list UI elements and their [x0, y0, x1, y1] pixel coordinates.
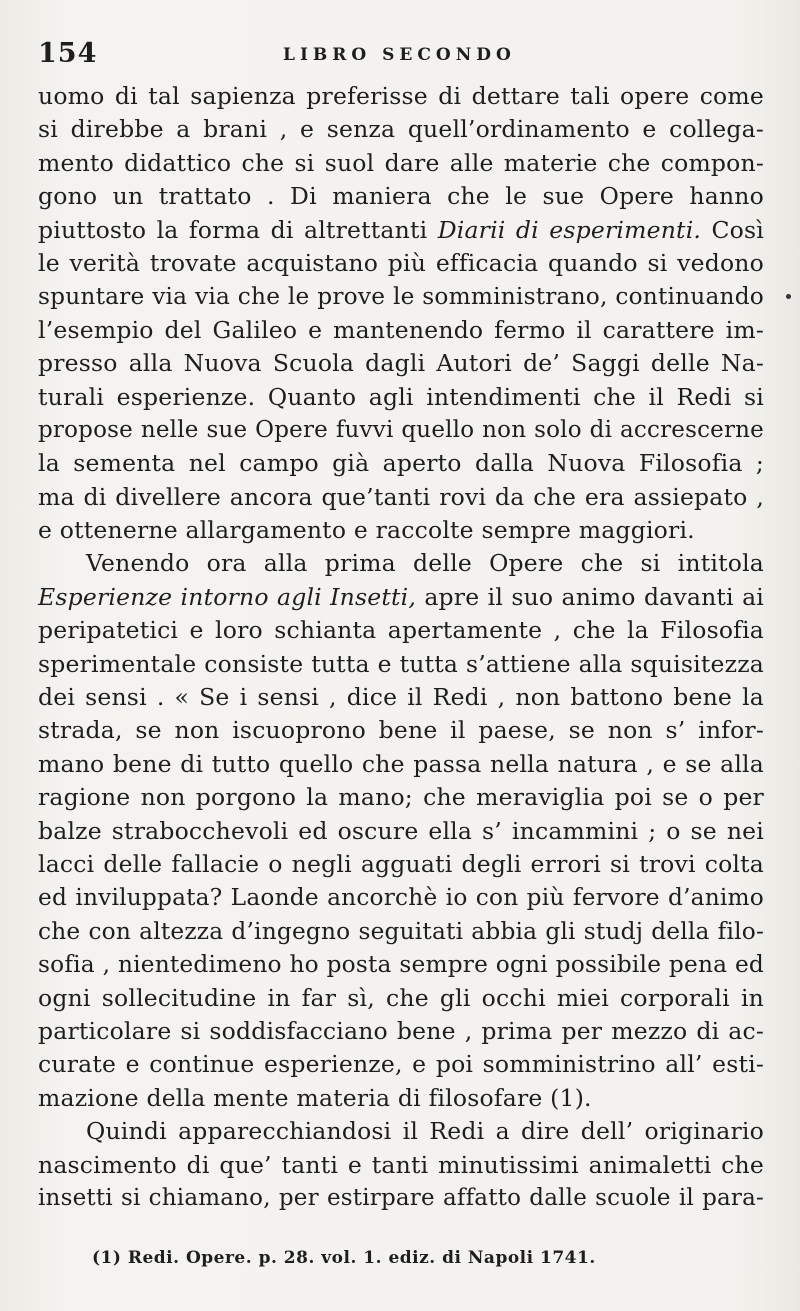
text-line	[38, 481, 764, 514]
text-line	[38, 113, 764, 146]
line-text: ragione non porgono la mano; che meraviglia poi se o per	[38, 783, 764, 812]
text-line	[38, 748, 764, 781]
text-line	[38, 514, 764, 547]
line-text: sperimentale consiste tutta e tutta s’attiene alla squisitezza	[38, 649, 764, 678]
line-text: Così	[701, 215, 764, 244]
text-line	[38, 714, 764, 747]
text-line	[38, 1182, 764, 1215]
line-text: particolare si soddisfacciano bene , prima per mezzo di ac-	[38, 1016, 764, 1045]
text-line	[38, 1048, 764, 1081]
running-head	[38, 38, 768, 72]
text-line	[38, 915, 764, 948]
line-text: l’esempio del Galileo e mantenendo fermo il carattere im-	[38, 315, 764, 344]
line-text: mazione della mente materia di filosofare (1).	[38, 1083, 592, 1112]
text-line	[38, 447, 764, 480]
line-text: si direbbe a brani , e senza quell’ordinamento e collega-	[38, 115, 764, 144]
line-text: nascimento di que’ tanti e tanti minutissimi animaletti che	[38, 1150, 764, 1179]
line-text: ogni sollecitudine in far sì, che gli occhi miei corporali in	[38, 983, 764, 1012]
text-line	[38, 280, 764, 313]
body-text	[38, 80, 764, 1215]
text-line	[38, 815, 764, 848]
line-text: dei sensi . « Se i sensi , dice il Redi , non battono bene la	[38, 683, 764, 712]
text-line	[38, 1082, 764, 1115]
text-line	[38, 214, 764, 247]
line-text: apre il suo animo davanti ai	[416, 582, 764, 611]
line-text: ma di divellere ancora que’tanti rovi da che era assiepato ,	[38, 482, 764, 511]
text-line	[38, 1115, 764, 1148]
text-line	[38, 614, 764, 647]
italic-title: Diarii di esperimenti.	[437, 215, 702, 244]
running-title: LIBRO SECONDO	[283, 45, 516, 65]
text-line	[38, 781, 764, 814]
text-line	[38, 648, 764, 681]
line-text: piuttosto la forma di altrettanti	[38, 215, 438, 244]
text-line	[38, 581, 764, 614]
text-line	[38, 180, 764, 213]
line-text: gono un trattato . Di maniera che le sue Opere hanno	[38, 182, 764, 211]
text-line	[38, 881, 764, 914]
line-text: insetti si chiamano, per estirpare affatto dalle scuole il para-	[38, 1184, 764, 1211]
line-text: ed inviluppata? Laonde ancorchè io con più fervore d’animo	[38, 884, 764, 912]
line-text: Venendo ora alla prima delle Opere che si intitola	[86, 549, 764, 578]
text-line	[38, 347, 764, 380]
line-text: e ottenerne allargamento e raccolte sempre maggiori.	[38, 516, 695, 545]
text-line	[38, 848, 764, 881]
text-line	[38, 948, 764, 981]
italic-title: Esperienze intorno agli Insetti,	[38, 582, 417, 611]
line-text: che con altezza d’ingegno seguitati abbia gli studj della filo-	[38, 917, 764, 945]
line-text: turali esperienze. Quanto agli intendimenti che il Redi si	[38, 382, 764, 411]
line-text: uomo di tal sapienza preferisse di dettare tali opere come	[38, 82, 764, 110]
page-number: 154	[38, 38, 98, 69]
line-text: spuntare via via che le prove le somministrano, continuando	[38, 283, 764, 311]
text-line	[38, 314, 764, 347]
line-text: presso alla Nuova Scuola dagli Autori de’ Saggi delle Na-	[38, 349, 764, 378]
line-text: propose nelle sue Opere fuvvi quello non solo di accrescerne	[38, 416, 764, 443]
text-line	[38, 147, 764, 180]
text-line	[38, 681, 764, 714]
text-line	[38, 414, 764, 447]
line-text: peripatetici e loro schianta apertamente , che la Filosofia	[38, 616, 764, 645]
line-text: curate e continue esperienze, e poi somministrino all’ esti-	[38, 1050, 764, 1079]
line-text: mano bene di tutto quello che passa nella natura , e se alla	[38, 749, 764, 778]
text-line	[38, 1149, 764, 1182]
footnote: (1) Redi. Opere. p. 28. vol. 1. ediz. di Napoli 1741.	[92, 1248, 596, 1268]
line-text: strada, se non iscuoprono bene il paese, se non s’ infor-	[38, 716, 764, 745]
line-text: lacci delle fallacie o negli agguati degli errori si trovi colta	[38, 849, 764, 878]
line-text: le verità trovate acquistano più efficacia quando si vedono	[38, 248, 764, 277]
text-line	[38, 80, 764, 113]
text-line	[38, 247, 764, 280]
line-text: balze strabocchevoli ed oscure ella s’ incammini ; o se nei	[38, 816, 764, 845]
margin-mark	[786, 294, 791, 299]
text-line	[38, 381, 764, 414]
line-text: sofia , nientedimeno ho posta sempre ogni possibile pena ed	[38, 951, 764, 979]
text-line	[38, 547, 764, 580]
line-text: mento didattico che si suol dare alle materie che compon-	[38, 148, 764, 177]
text-line	[38, 1015, 764, 1048]
line-text: la sementa nel campo già aperto dalla Nuova Filosofia ;	[38, 449, 764, 478]
text-line	[38, 982, 764, 1015]
line-text: Quindi apparecchiandosi il Redi a dire dell’ originario	[86, 1117, 764, 1146]
